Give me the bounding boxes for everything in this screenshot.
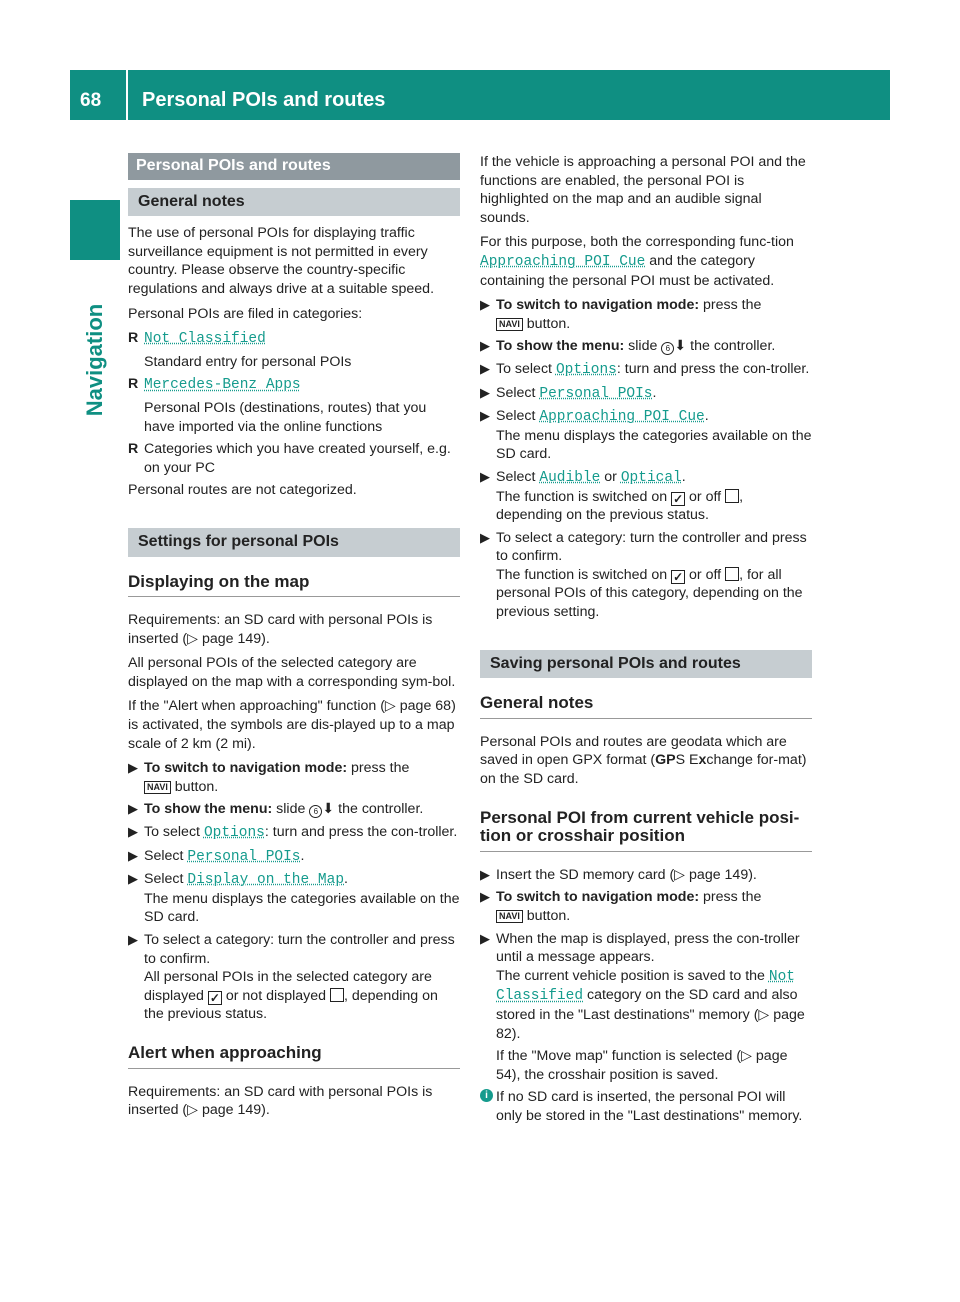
header-divider xyxy=(126,70,128,120)
paragraph: Requirements: an SD card with personal POIs is inserted (▷ page 149). xyxy=(128,612,433,647)
list-item xyxy=(128,375,460,395)
step xyxy=(480,407,812,464)
paragraph: Personal POIs are filed in categories: xyxy=(128,305,363,322)
arrow-icon: ▶ xyxy=(480,866,490,882)
menu-item-approaching-poi-cue: Approaching POI Cue xyxy=(480,253,646,270)
paragraph: If the "Alert when approaching" function (▷ page 68) is activated, the symbols are dis-played up to a map scale of 2 km (2 mi). xyxy=(128,698,456,752)
bullet-icon: R xyxy=(128,330,139,347)
step-bold: To switch to navigation mode: xyxy=(496,297,700,314)
step-bold: To switch to navigation mode: xyxy=(144,760,348,777)
step xyxy=(480,296,812,333)
step-text: button. xyxy=(174,778,219,795)
step xyxy=(480,384,812,404)
step-text: The menu displays the categories available on the SD card. xyxy=(144,890,460,926)
paragraph xyxy=(480,733,812,789)
step-text: , for all personal POIs of this category, depending on the previous setting. xyxy=(496,566,803,621)
checkbox-empty-icon xyxy=(725,489,739,503)
paragraph: The use of personal POIs for displaying traffic surveillance equipment is not permitted in every country. Please observe the country-specific regulations and always drive at a suitable speed. xyxy=(128,225,435,297)
step-text: . xyxy=(300,847,305,864)
step xyxy=(128,870,460,927)
page-number: 68 xyxy=(80,90,102,111)
checkbox-empty-icon xyxy=(330,988,344,1002)
checkbox-checked-icon: ✓ xyxy=(673,569,684,584)
menu-item-approaching-poi-cue: Approaching POI Cue xyxy=(539,409,705,426)
step-text: Insert the SD memory card (▷ page 149). xyxy=(496,866,757,883)
step-text: press the xyxy=(351,760,410,777)
controller-icon: 6 xyxy=(309,805,322,818)
step-text: When the map is displayed, press the con-troller until a message appears. xyxy=(496,930,800,966)
step-text: , depending on the previous status. xyxy=(496,488,744,524)
paragraph-bold: GP xyxy=(655,752,676,769)
paragraph: Personal routes are not categorized. xyxy=(128,482,357,499)
step-text: or not displayed xyxy=(225,987,327,1004)
step-text: Select xyxy=(144,871,184,888)
navi-button-icon: NAVI xyxy=(496,910,523,923)
step xyxy=(128,823,460,843)
step-text: the controller. xyxy=(690,338,776,355)
info-text: If no SD card is inserted, the personal POI will only be stored in the "Last destinations" memory. xyxy=(496,1089,803,1124)
arrow-icon: ▶ xyxy=(480,384,490,400)
paragraph-text: S E xyxy=(675,752,699,769)
arrow-icon: ▶ xyxy=(480,930,490,946)
arrow-icon: ▶ xyxy=(480,338,490,354)
bullet-icon: R xyxy=(128,441,139,458)
arrow-icon: ▶ xyxy=(480,529,490,545)
subheading-displaying: Displaying on the map xyxy=(128,565,460,598)
chapter-sidebar xyxy=(70,200,120,1200)
page-header xyxy=(70,70,890,120)
info-note xyxy=(480,1088,812,1125)
step-bold: To show the menu: xyxy=(144,801,273,818)
step xyxy=(480,529,812,622)
checkbox-empty-icon xyxy=(725,567,739,581)
navi-button-icon: NAVI xyxy=(144,781,171,794)
checkbox-checked-icon: ✓ xyxy=(209,990,220,1005)
chapter-tab xyxy=(70,200,120,260)
step-text: To select a category: turn the controller and press to confirm. xyxy=(144,932,455,967)
step-text: . xyxy=(344,871,348,888)
info-icon: i xyxy=(480,1089,493,1102)
checkbox-checked-icon: ✓ xyxy=(673,491,684,506)
step-text: . xyxy=(681,468,686,485)
step-text: button. xyxy=(526,908,571,924)
step: ▶ To show the menu: slide 6 ⬇ the controller. xyxy=(480,338,776,355)
paragraph-text: For this purpose, both the corresponding func-tion xyxy=(480,234,794,251)
step xyxy=(480,888,812,925)
step-bold: To show the menu: xyxy=(496,338,625,355)
step-text: To select xyxy=(496,360,552,377)
step xyxy=(128,847,460,867)
menu-item-not-classified: Not Classified xyxy=(144,331,266,348)
list-item-description: Personal POIs (destinations, routes) that you have imported via the online functions xyxy=(144,399,427,435)
arrow-icon: ▶ xyxy=(128,760,138,776)
arrow-icon: ▶ xyxy=(480,468,490,484)
step-text: . xyxy=(652,384,657,401)
menu-item-options: Options xyxy=(203,825,265,842)
menu-item-not-classified: Not Classified xyxy=(496,968,795,1005)
arrow-icon: ▶ xyxy=(480,360,490,376)
menu-item-audible: Audible xyxy=(539,469,601,486)
step-text: or xyxy=(604,468,617,485)
step-text: To select xyxy=(144,824,200,841)
paragraph: All personal POIs of the selected category are displayed on the map with a corresponding sym-bol. xyxy=(128,655,456,690)
step-text: button. xyxy=(526,315,571,332)
step-text: The menu displays the categories available on the SD card. xyxy=(496,427,812,463)
arrow-icon: ▶ xyxy=(128,871,138,887)
step xyxy=(128,931,460,1024)
arrow-icon: ▶ xyxy=(480,889,490,905)
step xyxy=(128,759,460,796)
saving-heading: Saving personal POIs and routes xyxy=(480,650,812,679)
paragraph xyxy=(480,233,812,290)
right-column xyxy=(480,153,812,1126)
step-text: press the xyxy=(703,889,762,906)
menu-item-personal-pois: Personal POIs xyxy=(539,385,653,402)
settings-heading: Settings for personal POIs xyxy=(128,528,460,557)
list-item-description: Standard entry for personal POIs xyxy=(144,353,352,370)
step xyxy=(480,866,812,885)
controller-icon: 6 xyxy=(661,342,674,355)
paragraph-text: and the category containing the personal POI must be activated. xyxy=(480,252,775,289)
step-text: Select xyxy=(496,384,536,401)
general-notes-heading: General notes xyxy=(128,188,460,217)
menu-item-mercedes-benz-apps: Mercedes-Benz Apps xyxy=(144,377,301,394)
step: ▶ To show the menu: slide 6 ⬇ the controller. xyxy=(128,801,424,818)
paragraph-text: Personal POIs and routes are geodata which are saved in open GPX format ( xyxy=(480,733,787,769)
step-text: press the xyxy=(703,297,762,314)
section-band: Personal POIs and routes xyxy=(128,153,460,180)
step-text: : turn and press the con-troller. xyxy=(616,360,810,377)
step-text: category on the SD card and also stored in the "Last destinations" memory (▷ page 82). xyxy=(496,987,805,1042)
subheading-current-position: Personal POI from current vehicle posi-tion or crosshair position xyxy=(480,801,812,852)
step-text: Select xyxy=(496,408,536,425)
step-text: . xyxy=(704,408,709,425)
step-text: or off xyxy=(689,566,722,583)
step-text: slide xyxy=(276,801,306,818)
list-item-text: Categories which you have created yourself, e.g. on your PC xyxy=(144,441,451,476)
step-text: Select xyxy=(496,468,536,485)
arrow-icon: ▶ xyxy=(128,847,138,863)
step-text: Select xyxy=(144,847,184,864)
page-title: Personal POIs and routes xyxy=(142,89,386,111)
arrow-icon: ▶ xyxy=(128,824,138,840)
subheading-alert: Alert when approaching xyxy=(128,1036,460,1069)
step-text: the controller. xyxy=(338,801,424,818)
step xyxy=(480,360,812,380)
step-text: , depending on the previous status. xyxy=(144,987,438,1023)
paragraph-text: change for-mat) on the SD card. xyxy=(480,752,807,788)
menu-item-optical: Optical xyxy=(620,469,682,486)
paragraph: Requirements: an SD card with personal POIs is inserted (▷ page 149). xyxy=(128,1083,433,1119)
list-item xyxy=(128,440,460,477)
step-text: slide xyxy=(628,338,658,355)
step-text: To select a category: turn the controller and press to confirm. xyxy=(496,529,807,565)
step-note: If the "Move map" function is selected (▷ page 54), the crosshair position is saved. xyxy=(496,1048,788,1083)
menu-item-options: Options xyxy=(555,361,617,378)
paragraph-bold: x xyxy=(698,752,707,769)
step-bold: To switch to navigation mode: xyxy=(496,889,700,906)
menu-item-display-on-map: Display on the Map xyxy=(187,872,345,889)
step-text: or off xyxy=(689,488,722,505)
arrow-icon: ▶ xyxy=(480,408,490,424)
paragraph: If the vehicle is approaching a personal POI and the functions are enabled, the personal POI is highlighted on the map and an audible signal sounds. xyxy=(480,154,806,226)
step-text: The current vehicle position is saved to the xyxy=(496,967,765,984)
step xyxy=(480,930,812,1085)
step-text: All personal POIs in the selected category are displayed xyxy=(144,969,432,1004)
arrow-icon: ▶ xyxy=(480,297,490,313)
chapter-label-wrap xyxy=(70,290,120,430)
step-text: The function is switched on xyxy=(496,566,668,583)
navi-button-icon: NAVI xyxy=(496,318,523,331)
chapter-label: Navigation xyxy=(82,303,107,417)
menu-item-personal-pois: Personal POIs xyxy=(187,848,301,865)
step-text: The function is switched on xyxy=(496,488,668,505)
arrow-icon: ▶ xyxy=(128,801,138,817)
bullet-icon: R xyxy=(128,376,139,393)
subheading-general-notes: General notes xyxy=(480,686,812,719)
left-column xyxy=(128,153,460,1126)
step xyxy=(480,468,812,525)
arrow-icon: ▶ xyxy=(128,932,138,947)
list-item xyxy=(128,329,460,349)
step-text: : turn and press the con-troller. xyxy=(264,824,458,841)
